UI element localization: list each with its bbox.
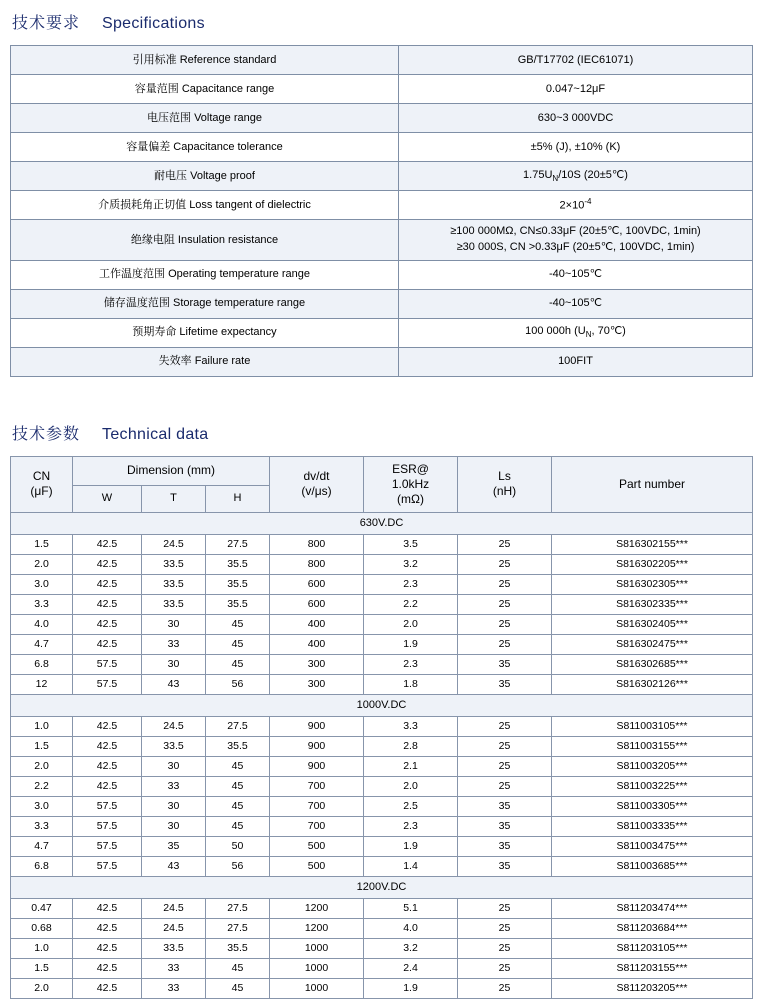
cell-ls: 25 <box>458 554 552 574</box>
cell-cn: 4.7 <box>11 836 73 856</box>
cell-h: 27.5 <box>206 534 270 554</box>
cell-h: 35.5 <box>206 554 270 574</box>
cell-cn: 12 <box>11 674 73 694</box>
cell-dvdt: 900 <box>270 716 364 736</box>
cell-part-number: S816302155*** <box>552 534 753 554</box>
cell-t: 33 <box>142 978 206 998</box>
cell-t: 33.5 <box>142 736 206 756</box>
table-row <box>11 133 753 162</box>
spec-label-en: Capacitance tolerance <box>173 140 283 153</box>
cell-h: 56 <box>206 674 270 694</box>
cell-part-number: S811003155*** <box>552 736 753 756</box>
header-dvdt-symbol: dv/dt <box>303 469 330 484</box>
cell-cn: 2.2 <box>11 776 73 796</box>
cell-h: 45 <box>206 978 270 998</box>
cell-h: 27.5 <box>206 918 270 938</box>
spec-label-cn: 耐电压 <box>154 169 188 182</box>
spec-value: -40~105℃ <box>399 260 753 289</box>
cell-ls: 25 <box>458 736 552 756</box>
cell-w: 57.5 <box>73 796 142 816</box>
header-ls-unit: (nH) <box>492 484 517 499</box>
cell-ls: 35 <box>458 674 552 694</box>
cell-t: 24.5 <box>142 534 206 554</box>
cell-t: 33.5 <box>142 554 206 574</box>
cell-ls: 35 <box>458 836 552 856</box>
cell-part-number: S816302405*** <box>552 614 753 634</box>
header-cn <box>11 456 73 512</box>
spec-label-cn: 绝缘电阻 <box>130 233 175 246</box>
spec-label-cn: 工作温度范围 <box>99 268 166 281</box>
cell-esr: 2.4 <box>364 958 458 978</box>
cell-esr: 2.3 <box>364 574 458 594</box>
header-t: T <box>142 485 206 512</box>
cell-cn: 1.0 <box>11 716 73 736</box>
cell-esr: 4.0 <box>364 918 458 938</box>
technical-data-header <box>11 456 753 512</box>
table-row <box>11 594 753 614</box>
cell-t: 24.5 <box>142 898 206 918</box>
table-row <box>11 75 753 104</box>
spec-label-cn: 电压范围 <box>147 111 192 124</box>
cell-w: 42.5 <box>73 634 142 654</box>
cell-ls: 35 <box>458 856 552 876</box>
spec-value <box>399 220 753 261</box>
spec-label-en: Capacitance range <box>181 82 275 95</box>
spec-label-cn: 引用标准 <box>132 53 177 66</box>
table-row <box>11 347 753 376</box>
cell-part-number: S811003105*** <box>552 716 753 736</box>
cell-t: 33.5 <box>142 594 206 614</box>
spec-label <box>11 191 399 220</box>
cell-dvdt: 700 <box>270 776 364 796</box>
header-esr <box>364 456 458 512</box>
cell-h: 56 <box>206 856 270 876</box>
header-dvdt <box>270 456 364 512</box>
cell-h: 35.5 <box>206 938 270 958</box>
table-row <box>11 776 753 796</box>
cell-dvdt: 500 <box>270 836 364 856</box>
table-row <box>11 220 753 261</box>
cell-dvdt: 1000 <box>270 978 364 998</box>
cell-t: 33 <box>142 958 206 978</box>
cell-esr: 1.9 <box>364 634 458 654</box>
cell-w: 42.5 <box>73 776 142 796</box>
cell-w: 42.5 <box>73 716 142 736</box>
cell-ls: 25 <box>458 898 552 918</box>
cell-w: 57.5 <box>73 654 142 674</box>
cell-h: 45 <box>206 634 270 654</box>
technical-data-heading-en: Technical data <box>102 425 209 443</box>
cell-part-number: S811003225*** <box>552 776 753 796</box>
cell-part-number: S811203205*** <box>552 978 753 998</box>
table-row <box>11 191 753 220</box>
cell-dvdt: 1200 <box>270 918 364 938</box>
cell-esr: 2.2 <box>364 594 458 614</box>
cell-w: 42.5 <box>73 978 142 998</box>
cell-w: 42.5 <box>73 918 142 938</box>
header-ls <box>458 456 552 512</box>
voltage-group-label: 1000V.DC <box>11 694 753 716</box>
table-row <box>11 46 753 75</box>
spec-label <box>11 318 399 347</box>
cell-esr: 2.3 <box>364 654 458 674</box>
cell-ls: 25 <box>458 776 552 796</box>
cell-dvdt: 400 <box>270 614 364 634</box>
table-row <box>11 318 753 347</box>
header-esr-unit: (mΩ) <box>397 491 424 506</box>
spec-label <box>11 347 399 376</box>
spec-label-en: Loss tangent of dielectric <box>189 198 311 211</box>
spec-value-line2: ≥30 000S, CN >0.33μF (20±5℃, 100VDC, 1min) <box>456 240 695 253</box>
header-h: H <box>206 485 270 512</box>
table-row <box>11 104 753 133</box>
spec-label-cn: 容量偏差 <box>126 140 171 153</box>
cell-w: 42.5 <box>73 614 142 634</box>
spec-label-en: Operating temperature range <box>168 268 310 281</box>
spec-label <box>11 133 399 162</box>
cell-cn: 3.3 <box>11 594 73 614</box>
header-cn-symbol: CN <box>32 469 51 484</box>
cell-dvdt: 1000 <box>270 938 364 958</box>
spec-value: $2\times 10^{-4}$ <box>399 191 753 220</box>
table-row <box>11 918 753 938</box>
table-row <box>11 796 753 816</box>
cell-h: 27.5 <box>206 716 270 736</box>
cell-ls: 25 <box>458 614 552 634</box>
specifications-table <box>10 45 753 377</box>
spec-label-en: Storage temperature range <box>172 297 306 310</box>
table-row <box>11 289 753 318</box>
table-row <box>11 756 753 776</box>
table-row <box>11 634 753 654</box>
cell-ls: 25 <box>458 978 552 998</box>
cell-cn: 2.0 <box>11 978 73 998</box>
spec-label-en: Voltage proof <box>190 169 255 182</box>
cell-ls: 25 <box>458 574 552 594</box>
cell-t: 33 <box>142 776 206 796</box>
spec-label <box>11 162 399 191</box>
table-row <box>11 816 753 836</box>
cell-w: 57.5 <box>73 836 142 856</box>
spec-value: ±5% (J), ±10% (K) <box>399 133 753 162</box>
cell-dvdt: 800 <box>270 554 364 574</box>
header-part-number: Part number <box>552 456 753 512</box>
table-row <box>11 978 753 998</box>
cell-esr: 3.3 <box>364 716 458 736</box>
cell-dvdt: 300 <box>270 674 364 694</box>
cell-cn: 3.0 <box>11 796 73 816</box>
spec-value: 100 000h ($U_N$, 70℃) <box>399 318 753 347</box>
voltage-group-row <box>11 694 753 716</box>
cell-h: 27.5 <box>206 898 270 918</box>
spec-label <box>11 289 399 318</box>
header-ls-symbol: Ls <box>498 469 511 484</box>
cell-ls: 25 <box>458 594 552 614</box>
cell-w: 42.5 <box>73 554 142 574</box>
spec-label-cn: 预期寿命 <box>132 326 177 339</box>
cell-w: 42.5 <box>73 958 142 978</box>
header-row-1 <box>11 456 753 485</box>
table-row <box>11 836 753 856</box>
voltage-group-row <box>11 876 753 898</box>
spec-value: -40~105℃ <box>399 289 753 318</box>
cell-t: 30 <box>142 796 206 816</box>
cell-part-number: S816302126*** <box>552 674 753 694</box>
technical-data-body <box>11 512 753 998</box>
spec-value: 0.047~12μF <box>399 75 753 104</box>
cell-w: 42.5 <box>73 756 142 776</box>
cell-w: 42.5 <box>73 898 142 918</box>
cell-dvdt: 600 <box>270 574 364 594</box>
cell-dvdt: 1200 <box>270 898 364 918</box>
cell-esr: 3.2 <box>364 938 458 958</box>
table-row <box>11 958 753 978</box>
cell-ls: 35 <box>458 654 552 674</box>
cell-dvdt: 600 <box>270 594 364 614</box>
cell-part-number: S811003205*** <box>552 756 753 776</box>
spec-label-cn: 介质损耗角正切值 <box>98 198 187 211</box>
cell-h: 45 <box>206 776 270 796</box>
header-dvdt-unit: (v/μs) <box>301 484 332 499</box>
cell-dvdt: 1000 <box>270 958 364 978</box>
header-esr-freq: 1.0kHz <box>391 476 430 491</box>
cell-part-number: S816302475*** <box>552 634 753 654</box>
cell-h: 45 <box>206 796 270 816</box>
cell-cn: 4.7 <box>11 634 73 654</box>
cell-w: 57.5 <box>73 816 142 836</box>
cell-w: 57.5 <box>73 674 142 694</box>
technical-data-table <box>10 456 753 999</box>
spec-label-cn: 失效率 <box>158 355 192 368</box>
cell-h: 35.5 <box>206 736 270 756</box>
spec-label <box>11 260 399 289</box>
header-dimension: Dimension (mm) <box>73 456 270 485</box>
cell-esr: 2.5 <box>364 796 458 816</box>
cell-part-number: S816302205*** <box>552 554 753 574</box>
cell-cn: 2.0 <box>11 756 73 776</box>
cell-dvdt: 900 <box>270 756 364 776</box>
cell-h: 45 <box>206 654 270 674</box>
cell-t: 43 <box>142 674 206 694</box>
cell-ls: 25 <box>458 756 552 776</box>
cell-cn: 0.68 <box>11 918 73 938</box>
spec-label-en: Failure rate <box>194 355 251 368</box>
specifications-heading-cn: 技术要求 <box>12 15 81 32</box>
cell-t: 24.5 <box>142 716 206 736</box>
cell-w: 42.5 <box>73 534 142 554</box>
spec-label <box>11 220 399 261</box>
cell-esr: 1.8 <box>364 674 458 694</box>
cell-h: 45 <box>206 816 270 836</box>
cell-cn: 3.3 <box>11 816 73 836</box>
spec-label-en: Insulation resistance <box>177 233 279 246</box>
table-row <box>11 654 753 674</box>
table-row <box>11 534 753 554</box>
cell-dvdt: 900 <box>270 736 364 756</box>
cell-ls: 25 <box>458 938 552 958</box>
cell-esr: 3.5 <box>364 534 458 554</box>
cell-dvdt: 700 <box>270 816 364 836</box>
cell-t: 35 <box>142 836 206 856</box>
cell-t: 43 <box>142 856 206 876</box>
table-row <box>11 898 753 918</box>
cell-t: 33 <box>142 634 206 654</box>
cell-dvdt: 500 <box>270 856 364 876</box>
cell-h: 45 <box>206 756 270 776</box>
cell-esr: 5.1 <box>364 898 458 918</box>
cell-t: 33.5 <box>142 574 206 594</box>
spec-value: GB/T17702 (IEC61071) <box>399 46 753 75</box>
spec-label-en: Reference standard <box>179 53 277 66</box>
cell-dvdt: 400 <box>270 634 364 654</box>
table-row <box>11 856 753 876</box>
cell-part-number: S816302685*** <box>552 654 753 674</box>
cell-part-number: S811003475*** <box>552 836 753 856</box>
cell-cn: 6.8 <box>11 856 73 876</box>
cell-h: 45 <box>206 958 270 978</box>
technical-data-heading-cn: 技术参数 <box>12 425 81 443</box>
technical-data-heading <box>12 421 753 444</box>
specifications-heading-en: Specifications <box>102 15 205 32</box>
cell-part-number: S816302335*** <box>552 594 753 614</box>
cell-ls: 35 <box>458 796 552 816</box>
header-esr-symbol: ESR@ <box>392 461 429 476</box>
table-row <box>11 938 753 958</box>
cell-t: 33.5 <box>142 938 206 958</box>
cell-ls: 35 <box>458 816 552 836</box>
spec-label-cn: 储存温度范围 <box>103 297 170 310</box>
cell-cn: 2.0 <box>11 554 73 574</box>
cell-esr: 2.8 <box>364 736 458 756</box>
cell-cn: 0.47 <box>11 898 73 918</box>
cell-w: 42.5 <box>73 594 142 614</box>
cell-ls: 25 <box>458 716 552 736</box>
voltage-group-row <box>11 512 753 534</box>
cell-ls: 25 <box>458 634 552 654</box>
cell-part-number: S811203684*** <box>552 918 753 938</box>
spec-label-cn: 容量范围 <box>134 82 179 95</box>
voltage-group-label: 630V.DC <box>11 512 753 534</box>
cell-esr: 2.3 <box>364 816 458 836</box>
cell-part-number: S816302305*** <box>552 574 753 594</box>
cell-part-number: S811203474*** <box>552 898 753 918</box>
table-row <box>11 674 753 694</box>
spec-label-en: Voltage range <box>194 111 262 124</box>
cell-cn: 1.5 <box>11 736 73 756</box>
cell-esr: 1.9 <box>364 836 458 856</box>
header-cn-unit: (μF) <box>30 484 53 499</box>
cell-t: 24.5 <box>142 918 206 938</box>
table-row <box>11 574 753 594</box>
cell-part-number: S811003305*** <box>552 796 753 816</box>
cell-t: 30 <box>142 654 206 674</box>
cell-w: 57.5 <box>73 856 142 876</box>
cell-esr: 3.2 <box>364 554 458 574</box>
cell-h: 50 <box>206 836 270 856</box>
cell-ls: 25 <box>458 918 552 938</box>
cell-esr: 1.9 <box>364 978 458 998</box>
table-row <box>11 554 753 574</box>
table-row <box>11 614 753 634</box>
cell-w: 42.5 <box>73 938 142 958</box>
cell-ls: 25 <box>458 958 552 978</box>
cell-cn: 6.8 <box>11 654 73 674</box>
cell-cn: 1.5 <box>11 534 73 554</box>
spec-label <box>11 75 399 104</box>
cell-w: 42.5 <box>73 736 142 756</box>
spec-value: 630~3 000VDC <box>399 104 753 133</box>
cell-cn: 4.0 <box>11 614 73 634</box>
cell-esr: 2.0 <box>364 614 458 634</box>
spec-value: $1.75U_N/10S$ (20±5℃) <box>399 162 753 191</box>
cell-ls: 25 <box>458 534 552 554</box>
spec-label-en: Lifetime expectancy <box>179 326 277 339</box>
cell-h: 45 <box>206 614 270 634</box>
cell-part-number: S811203155*** <box>552 958 753 978</box>
spec-label <box>11 46 399 75</box>
cell-cn: 1.5 <box>11 958 73 978</box>
cell-part-number: S811003335*** <box>552 816 753 836</box>
voltage-group-label: 1200V.DC <box>11 876 753 898</box>
cell-dvdt: 800 <box>270 534 364 554</box>
cell-cn: 1.0 <box>11 938 73 958</box>
spec-label <box>11 104 399 133</box>
cell-cn: 3.0 <box>11 574 73 594</box>
specifications-table-body <box>11 46 753 377</box>
cell-dvdt: 300 <box>270 654 364 674</box>
cell-esr: 1.4 <box>364 856 458 876</box>
cell-t: 30 <box>142 816 206 836</box>
cell-h: 35.5 <box>206 574 270 594</box>
table-row <box>11 716 753 736</box>
cell-esr: 2.0 <box>364 776 458 796</box>
cell-dvdt: 700 <box>270 796 364 816</box>
table-row <box>11 260 753 289</box>
spec-value-line1: ≥100 000MΩ, CN≤0.33μF (20±5℃, 100VDC, 1min) <box>450 225 701 237</box>
specifications-heading <box>12 10 753 33</box>
cell-t: 30 <box>142 756 206 776</box>
cell-part-number: S811203105*** <box>552 938 753 958</box>
cell-esr: 2.1 <box>364 756 458 776</box>
cell-w: 42.5 <box>73 574 142 594</box>
header-w: W <box>73 485 142 512</box>
table-row <box>11 162 753 191</box>
table-row <box>11 736 753 756</box>
cell-part-number: S811003685*** <box>552 856 753 876</box>
cell-h: 35.5 <box>206 594 270 614</box>
cell-t: 30 <box>142 614 206 634</box>
spec-value: 100FIT <box>399 347 753 376</box>
